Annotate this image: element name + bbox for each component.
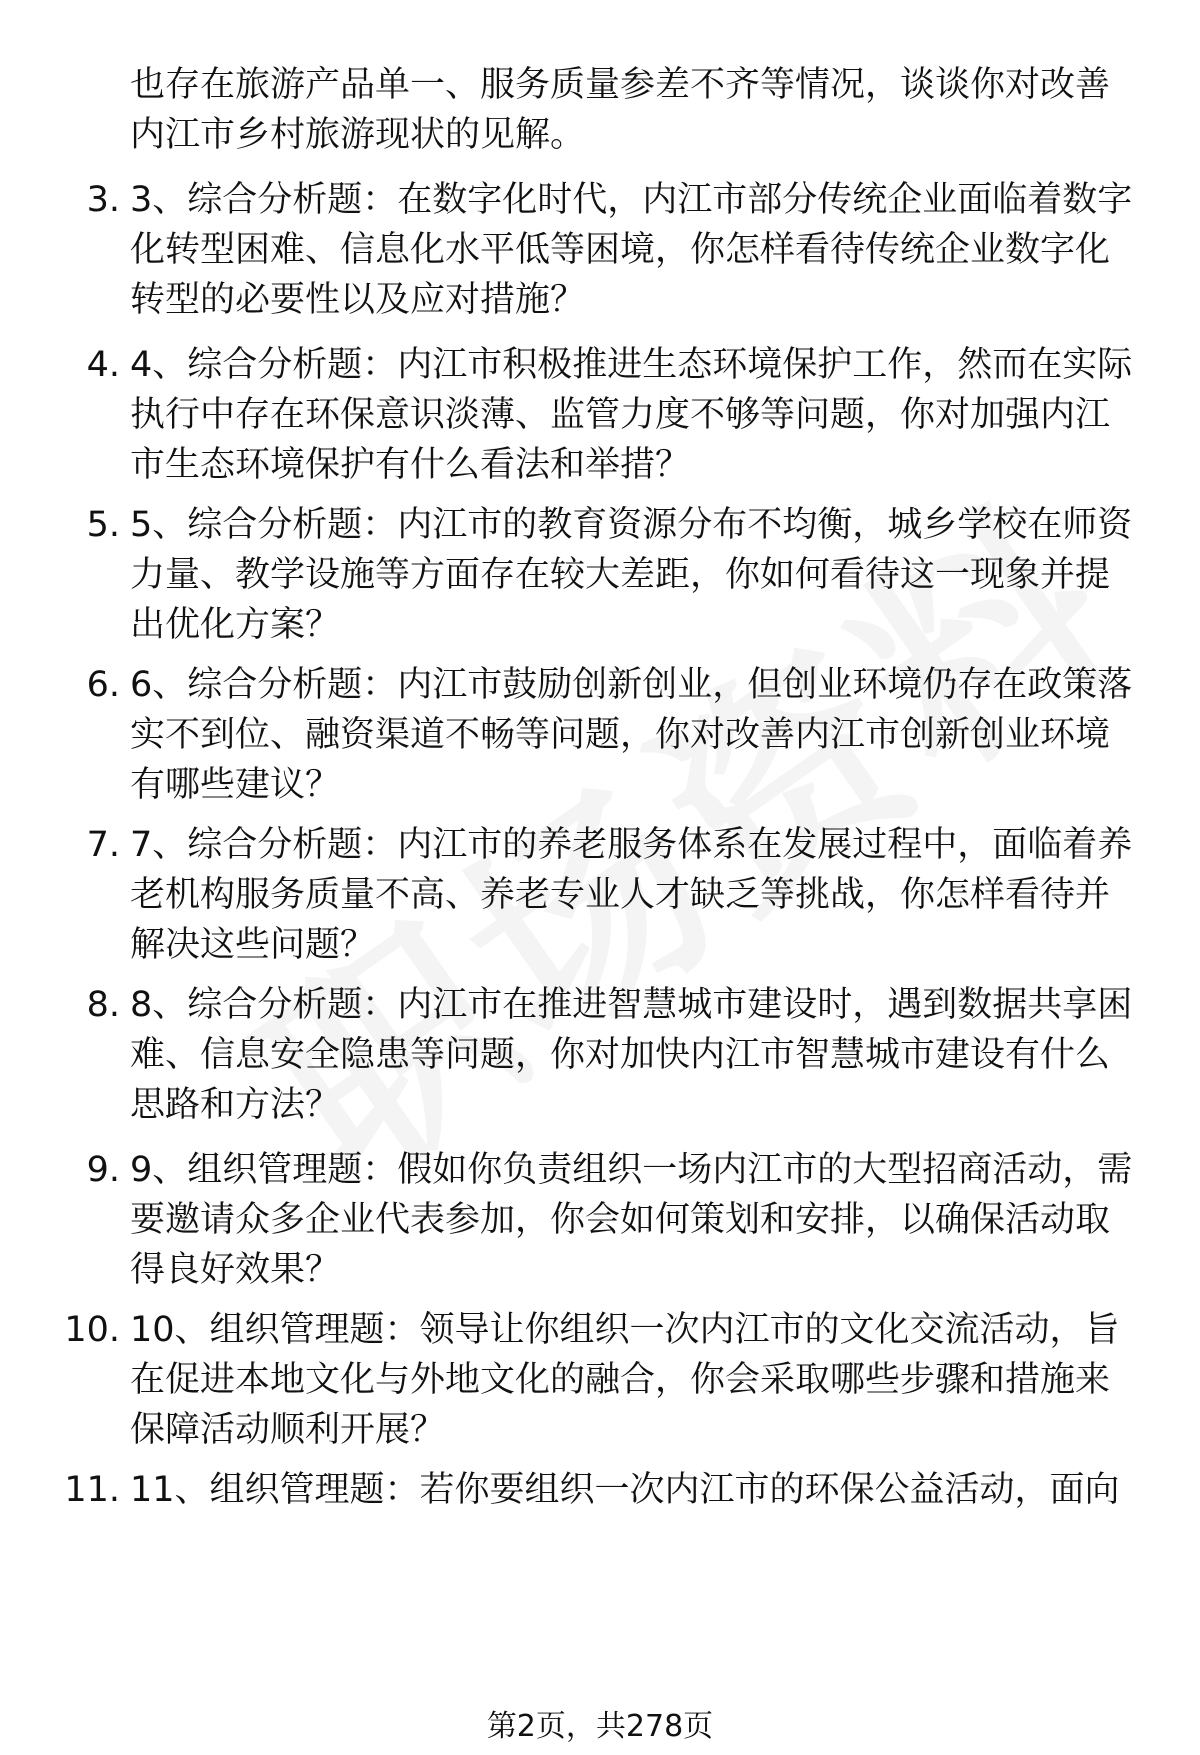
question-number: 5. <box>86 505 120 545</box>
page-footer: 第2页，共278页 <box>486 1709 714 1744</box>
question-text: 11、组织管理题：若你要组织一次内江市的环保公益活动，面向 <box>130 1470 1120 1510</box>
question-number: 11. <box>64 1470 120 1510</box>
question-text: 3、综合分析题：在数字化时代，内江市部分传统企业面临着数字 化转型困难、信息化水平低等困境，你怎样看待传统企业数字化 转型的必要性以及应对措施？ <box>130 180 1133 320</box>
question-number: 3. <box>86 180 120 220</box>
question-number: 8. <box>86 985 120 1025</box>
question-text: 7、综合分析题：内江市的养老服务体系在发展过程中，面临着养 老机构服务质量不高、养老专业人才缺乏等挑战，你怎样看待并 解决这些问题？ <box>130 825 1133 965</box>
question-text: 10、组织管理题：领导让你组织一次内江市的文化交流活动，旨 在促进本地文化与外地文化的融合，你会采取哪些步骤和措施来 保障活动顺利开展？ <box>130 1310 1120 1450</box>
question-text: 5、综合分析题：内江市的教育资源分布不均衡，城乡学校在师资 力量、教学设施等方面存在较大差距，你如何看待这一现象并提 出优化方案？ <box>130 505 1133 645</box>
question-number: 9. <box>86 1150 120 1190</box>
question-number: 4. <box>86 345 120 385</box>
question-text: 6、综合分析题：内江市鼓励创新创业，但创业环境仍存在政策落 实不到位、融资渠道不畅等问题，你对改善内江市创新创业环境 有哪些建议？ <box>130 665 1133 805</box>
question-text: 9、组织管理题：假如你负责组织一场内江市的大型招商活动，需 要邀请众多企业代表参加，你会如何策划和安排，以确保活动取 得良好效果？ <box>130 1150 1133 1290</box>
continuation-paragraph: 也存在旅游产品单一、服务质量参差不齐等情况，谈谈你对改善 内江市乡村旅游现状的见解。 <box>130 65 1111 155</box>
question-number: 7. <box>86 825 120 865</box>
question-text: 4、综合分析题：内江市积极推进生态环境保护工作，然而在实际 执行中存在环保意识淡薄、监管力度不够等问题，你对加强内江 市生态环境保护有什么看法和举措？ <box>130 345 1133 485</box>
question-number: 10. <box>64 1310 120 1350</box>
question-text: 8、综合分析题：内江市在推进智慧城市建设时，遇到数据共享困 难、信息安全隐患等问题，你对加快内江市智慧城市建设有什么 思路和方法？ <box>130 985 1133 1125</box>
question-number: 6. <box>86 665 120 705</box>
